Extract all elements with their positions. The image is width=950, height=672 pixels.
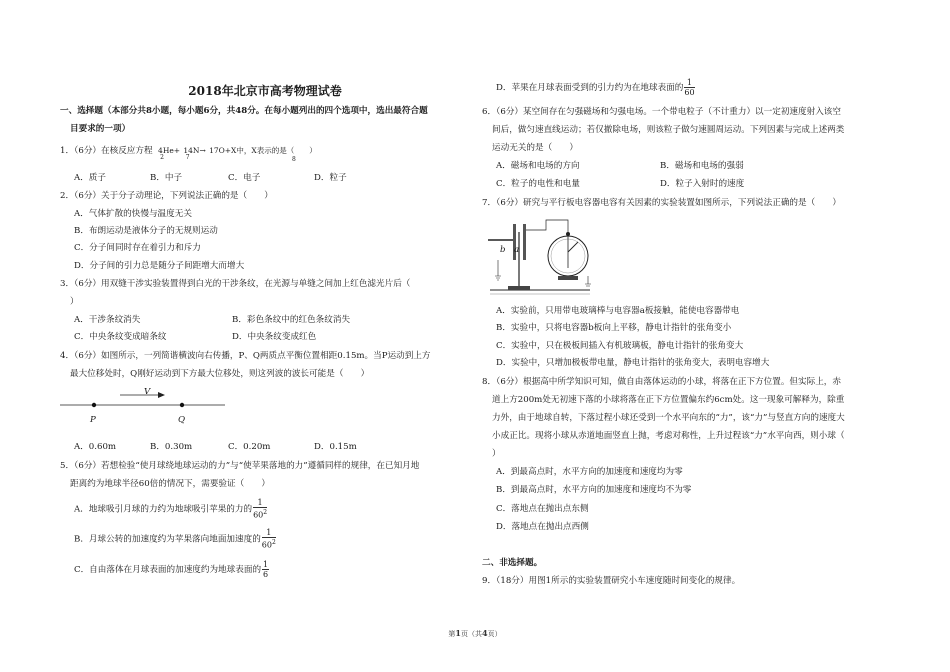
q6-stem-cont2: 运动无关的是（ ）	[492, 143, 578, 153]
q7-label-b: b	[500, 245, 506, 255]
q9-stem: 9．（18分）用图1所示的实验装置研究小车速度随时间变化的规律。	[482, 576, 741, 586]
page-footer: 第1页（共4页）	[448, 628, 502, 638]
q4-label-v: V	[144, 387, 151, 397]
q8-option-a[interactable]: A．到最高点时，水平方向的加速度和速度均为零	[496, 467, 683, 477]
q6-option-a[interactable]: A．磁场和电场的方向	[496, 161, 580, 171]
q7-option-d[interactable]: D．实验中，只增加极板带电量，静电计指针的张角变大，表明电容增大	[496, 358, 770, 368]
q7-wire	[526, 220, 568, 234]
q8-line-1: 8．（6分）根据高中所学知识可知，做自由落体运动的小球，将落在正下方位置。但实际上，赤	[482, 377, 841, 387]
section2-heading: 二、非选择题。	[482, 558, 543, 568]
q6-option-d[interactable]: D．粒子入射时的速度	[660, 179, 745, 189]
q1-stem: 1．（6分）在核反应方程 $4He+_2$ $14N\to_7$ 17O+X中，X表示的是（ ） 8	[60, 146, 317, 163]
q4-label-p: P	[90, 415, 96, 425]
page-number: 1	[455, 628, 461, 638]
q5-option-b[interactable]: B．月球公转的加速度约为苹果落向地面加速度的 $\frac{1}{60^2}$	[74, 528, 276, 550]
q8-line-3: 力外，由于地球自转，下落过程小球还受到一个水平向东的“力”，该“力”与竖直方向的速度大	[492, 413, 845, 423]
q1-option-c[interactable]: C．电子	[228, 173, 261, 183]
q8-option-c[interactable]: C．落地点在抛出点东侧	[496, 504, 589, 514]
q7-plate-a	[523, 224, 526, 260]
q8-line-4: 小成正比。现将小球从赤道地面竖直上抛，考虑对称性，上升过程该“力”水平向西，则小球（	[492, 431, 845, 441]
q4-stem-cont: 最大位移处时，Q刚好运动到下方最大位移处，则这列波的波长可能是（ ）	[70, 369, 370, 379]
q2-option-a[interactable]: A．气体扩散的快慢与温度无关	[74, 209, 192, 219]
exam-title: 2018年北京市高考物理试卷	[188, 84, 342, 98]
q4-option-c[interactable]: C．0.20m	[228, 442, 271, 452]
q3-option-d[interactable]: D．中央条纹变成红色	[232, 332, 317, 342]
q5-fraction-c: $\frac{1}{6}$	[263, 560, 269, 579]
q6-stem-cont: 间后，做匀速直线运动；若仅撤除电场，则该粒子做匀速圆周运动。下列因素与完成上述两类	[492, 125, 845, 135]
q6-stem: 6．（6分）某空间存在匀强磁场和匀强电场。一个带电粒子（不计重力）以一定初速度射入该空	[482, 107, 841, 117]
q3-stem: 3．（6分）用双缝干涉实验装置得到白光的干涉条纹，在光源与单缝之间加上红色滤光片后（	[60, 279, 411, 289]
section1-heading: 一、选择题（本部分共8小题，每小题6分，共48分。在每小题列出的四个选项中，选出最符合题	[60, 106, 428, 116]
q4-stem: 4．（6分）如图所示，一列简谐横波向右传播，P、Q两质点平衡位置相距0.15m。当P运动到上方	[60, 351, 431, 361]
q4-option-d[interactable]: D．0.15m	[314, 442, 357, 452]
q1-option-d[interactable]: D．粒子	[314, 173, 347, 183]
q1-option-b[interactable]: B．中子	[150, 173, 183, 183]
q3-option-c[interactable]: C．中央条纹变成暗条纹	[74, 332, 167, 342]
page-total: 4	[482, 628, 488, 638]
q7-option-b[interactable]: B．实验中，只将电容器b板向上平移，静电计指针的张角变小	[496, 323, 732, 333]
q4-label-q: Q	[178, 415, 186, 425]
q2-option-d[interactable]: D．分子间的引力总是随分子间距增大而增大	[74, 261, 245, 271]
q2-option-b[interactable]: B．布朗运动是液体分子的无规则运动	[74, 226, 218, 236]
q5-option-c[interactable]: C．自由落体在月球表面的加速度约为地球表面的 $\frac{1}{6}$	[74, 560, 269, 579]
q5-stem-cont: 距离约为地球半径60倍的情况下，需要验证（ ）	[70, 479, 270, 489]
q8-line-2: 道上方200m处无初速下落的小球将落在正下方位置偏东约6cm处。这一现象可解释为，除重	[492, 395, 845, 405]
q5-fraction-b: $\frac{1}{60^2}$	[261, 528, 276, 550]
q1-eq-he: 4He+	[158, 146, 181, 155]
q5-fraction-d: $\frac{1}{60}$	[684, 78, 695, 97]
q8-option-d[interactable]: D．落地点在抛出点西侧	[496, 522, 589, 532]
q3-option-b[interactable]: B．彩色条纹中的红色条纹消失	[232, 315, 351, 325]
q4-point-p	[92, 403, 96, 407]
q5-stem: 5．（6分）若想检验“使月球绕地球运动的力”与“使苹果落地的力”遵循同样的规律，在已知月地	[60, 461, 420, 471]
q7-stem: 7．（6分）研究与平行板电容器电容有关因素的实验装置如图所示，下列说法正确的是（ ）	[482, 198, 841, 208]
q1-eq-n: 14N→	[183, 146, 206, 155]
q4-option-b[interactable]: B．0.30m	[150, 442, 193, 452]
q3-option-a[interactable]: A．干涉条纹消失	[74, 315, 141, 325]
q8-line-5: ）	[492, 449, 501, 459]
section1-heading-cont: 目要求的一项）	[70, 124, 131, 134]
q1-option-a[interactable]: A．质子	[74, 173, 106, 183]
q2-option-c[interactable]: C．分子间同时存在着引力和斥力	[74, 243, 201, 253]
q6-option-b[interactable]: B．磁场和电场的强弱	[660, 161, 744, 171]
q7-option-a[interactable]: A．实验前，只用带电玻璃棒与电容器a板接触，能使电容器带电	[496, 306, 740, 316]
q5-option-a[interactable]: A．地球吸引月球的力约为地球吸引苹果的力的 $\frac{1}{60^2}$	[74, 498, 268, 520]
q7-needle	[568, 242, 578, 252]
q3-stem-cont: ）	[70, 297, 79, 307]
q7-option-c[interactable]: C．实验中，只在极板间插入有机玻璃板，静电计指针的张角变大	[496, 341, 744, 351]
q4-arrowhead	[158, 392, 165, 398]
q1-eq-o: 17O+X中，X表示的是（ ）	[209, 146, 317, 155]
q6-option-c[interactable]: C．粒子的电性和电量	[496, 179, 580, 189]
q7-label-a: a	[514, 245, 520, 255]
q8-option-b[interactable]: B．到最高点时，水平方向的加速度和速度均不为零	[496, 485, 692, 495]
q5-option-d[interactable]: D．苹果在月球表面受到的引力约为在地球表面的 $\frac{1}{60}$	[496, 78, 695, 97]
q4-point-q	[180, 403, 184, 407]
q5-fraction-a: $\frac{1}{60^2}$	[253, 498, 268, 520]
q4-option-a[interactable]: A．0.60m	[74, 442, 117, 452]
q2-stem: 2．（6分）关于分子动理论，下列说法正确的是（ ）	[60, 191, 273, 201]
